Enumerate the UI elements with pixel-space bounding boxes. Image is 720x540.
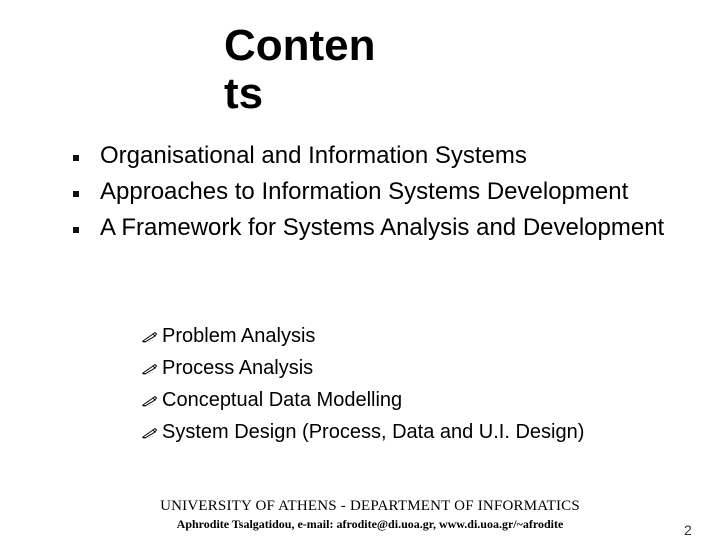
sub-bullet-list bbox=[142, 320, 584, 448]
pen-icon bbox=[142, 331, 158, 343]
bullet-text: Approaches to Information Systems Development bbox=[100, 178, 629, 205]
title-line-2: ts bbox=[224, 69, 264, 118]
bullet-text: Organisational and Information Systems bbox=[100, 142, 527, 169]
square-bullet-icon bbox=[73, 155, 79, 161]
pen-icon bbox=[142, 395, 158, 407]
list-item bbox=[142, 352, 584, 384]
list-item bbox=[142, 384, 584, 416]
square-bullet-icon bbox=[73, 191, 79, 197]
list-item bbox=[142, 320, 584, 352]
title-line-1: Conten bbox=[224, 21, 376, 70]
pen-icon bbox=[142, 363, 158, 375]
list-item bbox=[142, 416, 584, 448]
sub-bullet-text: Process Analysis bbox=[162, 357, 314, 379]
list-item bbox=[70, 210, 690, 246]
page-title bbox=[224, 22, 404, 118]
slide-footer bbox=[110, 496, 630, 532]
square-bullet-icon bbox=[73, 227, 79, 233]
list-item bbox=[70, 174, 690, 210]
pen-icon bbox=[142, 427, 158, 439]
footer-contact: Aphrodite Tsalgatidou, e-mail: afrodite@di.uoa.gr, www.di.uoa.gr/~afrodite bbox=[176, 517, 564, 531]
sub-bullet-text: System Design (Process, Data and U.I. Design) bbox=[162, 421, 585, 443]
list-item bbox=[70, 138, 690, 174]
page-number: 2 bbox=[684, 522, 692, 538]
bullet-text: A Framework for Systems Analysis and Development bbox=[100, 214, 665, 241]
sub-bullet-text: Conceptual Data Modelling bbox=[162, 389, 403, 411]
main-bullet-list bbox=[70, 138, 690, 246]
footer-institution: UNIVERSITY OF ATHENS - DEPARTMENT OF INFORMATICS bbox=[160, 498, 580, 514]
sub-bullet-text: Problem Analysis bbox=[162, 325, 316, 347]
